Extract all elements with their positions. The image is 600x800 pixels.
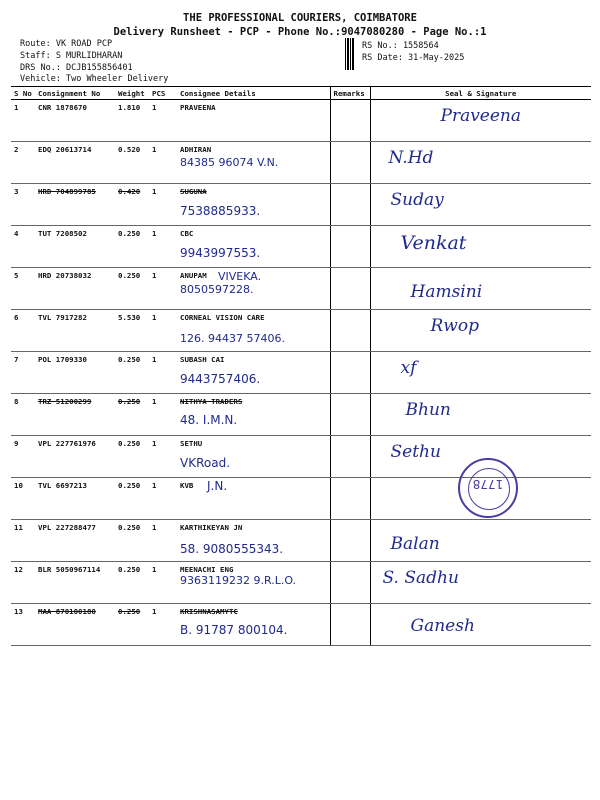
row-pcs: 1: [149, 100, 177, 142]
handwritten-signature: xf: [400, 358, 417, 378]
row-weight: 5.530: [115, 310, 149, 352]
row-remarks: [330, 520, 370, 562]
row-consignee: [177, 352, 330, 394]
row-consignee: [177, 310, 330, 352]
row-consignment: TRZ 51200299: [35, 394, 115, 436]
handwritten-signature: Bhun: [405, 400, 451, 420]
vehicle-line: Vehicle: Two Wheeler Delivery: [20, 74, 169, 84]
handwritten-signature: Praveena: [440, 106, 522, 126]
row-pcs: 1: [149, 226, 177, 268]
row-signature: [370, 142, 591, 184]
row-signature: [370, 604, 591, 646]
row-remarks: [330, 310, 370, 352]
table-row: [11, 268, 591, 310]
row-sno: 11: [11, 520, 35, 562]
col-consignment: Consignment No: [35, 87, 115, 100]
table-row: [11, 562, 591, 604]
row-remarks: [330, 226, 370, 268]
row-consignment: TVL 6697213: [35, 478, 115, 520]
handwritten-note: 84385 96074 V.N.: [180, 156, 279, 169]
row-signature: [370, 394, 591, 436]
row-sno: 6: [11, 310, 35, 352]
row-signature: [370, 184, 591, 226]
col-consignee: Consignee Details: [177, 87, 330, 100]
table-row: [11, 184, 591, 226]
table-row: [11, 310, 591, 352]
row-consignment: BLR 5050967114: [35, 562, 115, 604]
row-pcs: 1: [149, 352, 177, 394]
row-signature: [370, 520, 591, 562]
handwritten-signature: Hamsini: [410, 282, 483, 302]
table-row: [11, 394, 591, 436]
rs-number: RS No.: 1558564: [362, 41, 439, 51]
row-consignment: MAA 870100180: [35, 604, 115, 646]
handwritten-note: J.N.: [207, 479, 228, 493]
row-pcs: 1: [149, 562, 177, 604]
consignee-name: KRISHNASAMYTC: [180, 607, 238, 616]
row-weight: 0.250: [115, 352, 149, 394]
row-sno: 7: [11, 352, 35, 394]
row-consignee: [177, 436, 330, 478]
table-row: [11, 604, 591, 646]
row-remarks: [330, 478, 370, 520]
row-sno: 10: [11, 478, 35, 520]
handwritten-note: 126. 94437 57406.: [180, 332, 285, 345]
row-consignment: CNR 1878670: [35, 100, 115, 142]
row-pcs: 1: [149, 394, 177, 436]
row-signature: [370, 310, 591, 352]
courier-stamp: [458, 458, 518, 518]
row-sno: 13: [11, 604, 35, 646]
consignee-name: KVB: [180, 481, 194, 490]
handwritten-signature: Venkat: [400, 232, 467, 254]
row-consignment: TUT 7208502: [35, 226, 115, 268]
consignee-name: CORNEAL VISION CARE: [180, 313, 265, 322]
handwritten-signature: N.Hd: [388, 148, 434, 168]
handwritten-note: 9443757406.: [180, 372, 261, 386]
consignee-name: SETHU: [180, 439, 203, 448]
row-remarks: [330, 268, 370, 310]
handwritten-note: 9943997553.: [180, 246, 261, 260]
row-weight: 0.250: [115, 562, 149, 604]
row-remarks: [330, 142, 370, 184]
row-pcs: 1: [149, 142, 177, 184]
row-consignee: [177, 142, 330, 184]
row-sno: 9: [11, 436, 35, 478]
handwritten-note: 9363119232 9.R.L.O.: [180, 574, 297, 587]
row-consignee: [177, 184, 330, 226]
row-sno: 12: [11, 562, 35, 604]
consignee-name: ADHIRAN: [180, 145, 212, 154]
row-pcs: 1: [149, 310, 177, 352]
row-consignment: VPL 227288477: [35, 520, 115, 562]
row-remarks: [330, 394, 370, 436]
table-row: [11, 100, 591, 142]
row-remarks: [330, 184, 370, 226]
col-signature: Seal & Signature: [370, 87, 591, 100]
handwritten-signature: Sethu: [390, 442, 441, 462]
row-pcs: 1: [149, 268, 177, 310]
consignee-name: NITHYA TRADERS: [180, 397, 243, 406]
col-remarks: Remarks: [330, 87, 370, 100]
row-consignee: [177, 268, 330, 310]
row-consignment: HRD 704899785: [35, 184, 115, 226]
drs-line: DRS No.: DCJB155856401: [20, 63, 133, 73]
row-signature: [370, 268, 591, 310]
table-row: [11, 520, 591, 562]
row-consignee: [177, 226, 330, 268]
row-sno: 2: [11, 142, 35, 184]
row-weight: 0.250: [115, 268, 149, 310]
row-weight: 0.420: [115, 184, 149, 226]
row-pcs: 1: [149, 604, 177, 646]
table-row: [11, 226, 591, 268]
row-remarks: [330, 100, 370, 142]
row-remarks: [330, 604, 370, 646]
staff-line: Staff: S MURLIDHARAN: [20, 51, 123, 61]
handwritten-note: 48. I.M.N.: [180, 413, 238, 427]
handwritten-note: VKRoad.: [180, 456, 231, 470]
row-sno: 5: [11, 268, 35, 310]
handwritten-signature: Suday: [390, 190, 444, 210]
barcode: [345, 38, 355, 70]
consignee-name: SUGUNA: [180, 187, 207, 196]
row-sno: 8: [11, 394, 35, 436]
row-pcs: 1: [149, 436, 177, 478]
row-consignment: POL 1709330: [35, 352, 115, 394]
row-weight: 0.520: [115, 142, 149, 184]
col-sno: S No: [11, 87, 35, 100]
consignee-name: ANUPAM: [180, 271, 207, 280]
row-pcs: 1: [149, 184, 177, 226]
stamp-number: 1778: [472, 477, 504, 491]
runsheet-title: Delivery Runsheet - PCP - Phone No.:9047080280 - Page No.:1: [113, 26, 487, 38]
rs-date: RS Date: 31-May-2025: [362, 53, 465, 63]
row-consignment: HRD 20738032: [35, 268, 115, 310]
row-pcs: 1: [149, 520, 177, 562]
route-line: Route: VK ROAD PCP: [20, 39, 113, 49]
handwritten-note: 7538885933.: [180, 204, 261, 218]
table-header: [11, 87, 591, 100]
runsheet-table: [11, 86, 591, 646]
row-consignee: [177, 604, 330, 646]
consignee-name: PRAVEENA: [180, 103, 216, 112]
row-sno: 1: [11, 100, 35, 142]
row-consignee: [177, 562, 330, 604]
handwritten-signature: Rwop: [430, 316, 479, 336]
row-pcs: 1: [149, 478, 177, 520]
handwritten-signature: Balan: [390, 534, 440, 554]
handwritten-note: 58. 9080555343.: [180, 542, 284, 556]
row-weight: 0.250: [115, 478, 149, 520]
table-row: [11, 352, 591, 394]
row-sno: 3: [11, 184, 35, 226]
col-weight: Weight: [115, 87, 149, 100]
row-weight: 0.250: [115, 520, 149, 562]
row-signature: [370, 226, 591, 268]
row-consignment: EDQ 20613714: [35, 142, 115, 184]
row-signature: [370, 562, 591, 604]
handwritten-note: B. 91787 800104.: [180, 623, 288, 637]
row-sno: 4: [11, 226, 35, 268]
company-name: THE PROFESSIONAL COURIERS, COIMBATORE: [183, 12, 417, 24]
row-consignee: [177, 394, 330, 436]
row-weight: 0.250: [115, 604, 149, 646]
table-row: [11, 142, 591, 184]
row-weight: 0.250: [115, 436, 149, 478]
row-weight: 0.250: [115, 394, 149, 436]
row-signature: [370, 100, 591, 142]
row-consignee: [177, 478, 330, 520]
consignee-name: CBC: [180, 229, 194, 238]
row-consignee: [177, 520, 330, 562]
row-signature: [370, 352, 591, 394]
row-weight: 0.250: [115, 226, 149, 268]
consignee-name: KARTHIKEYAN JN: [180, 523, 243, 532]
col-pcs: PCS: [149, 87, 177, 100]
consignee-name: SUBASH CAI: [180, 355, 225, 364]
row-consignment: TVL 7917282: [35, 310, 115, 352]
consignee-name: MEENACHI ENG: [180, 565, 234, 574]
row-weight: 1.810: [115, 100, 149, 142]
row-consignment: VPL 227761976: [35, 436, 115, 478]
row-consignee: [177, 100, 330, 142]
handwritten-signature: Ganesh: [410, 616, 475, 636]
handwritten-signature: S. Sadhu: [382, 568, 459, 588]
handwritten-note: VIVEKA. 8050597228.: [180, 270, 262, 296]
row-remarks: [330, 436, 370, 478]
row-remarks: [330, 562, 370, 604]
row-remarks: [330, 352, 370, 394]
